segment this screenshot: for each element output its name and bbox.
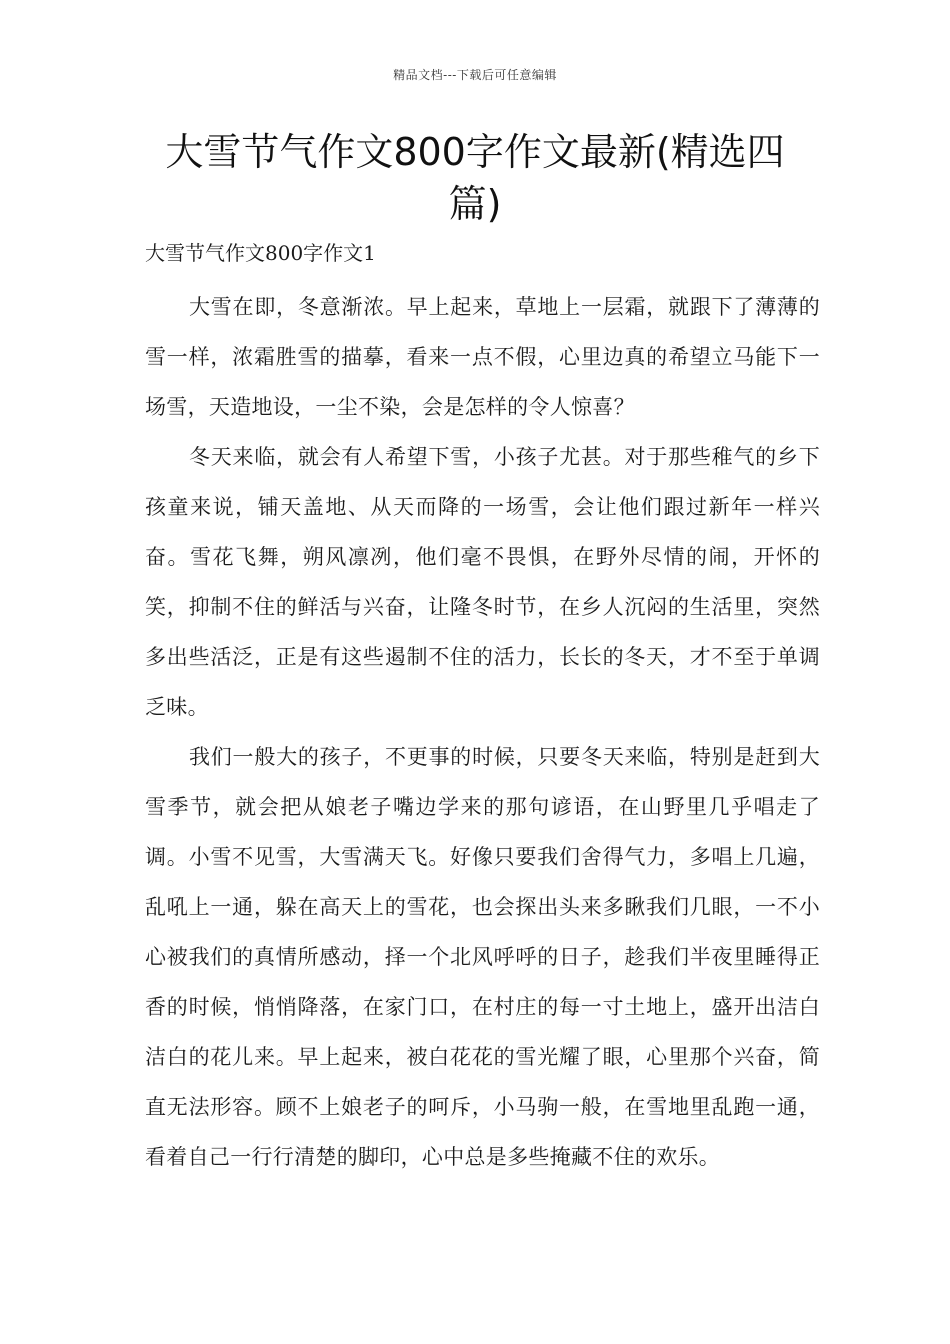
paragraph-1: 大雪在即，冬意渐浓。早上起来，草地上一层霜，就跟下了薄薄的雪一样，浓霜胜雪的描摹，看来一点不假，心里边真的希望立马能下一场雪，天造地设，一尘不染，会是怎样的令人惊喜？	[145, 295, 820, 419]
body-text	[145, 282, 820, 1182]
document-title: 大雪节气作文800字作文最新(精选四篇)	[165, 130, 785, 226]
header-note: 精品文档---下载后可任意编辑	[393, 68, 557, 82]
section-heading: 大雪节气作文800字作文1	[145, 241, 376, 265]
paragraph-2: 冬天来临，就会有人希望下雪，小孩子尤甚。对于那些稚气的乡下孩童来说，铺天盖地、从天而降的一场雪，会让他们跟过新年一样兴奋。雪花飞舞，朔风凛冽，他们毫不畏惧，在野外尽情的闹，开怀的笑，抑制不住的鲜活与兴奋，让隆冬时节，在乡人沉闷的生活里，突然多出些活泛，正是有这些遏制不住的活力，长长的冬天，才不至于单调乏味。	[145, 445, 820, 719]
paragraph-3: 我们一般大的孩子，不更事的时候，只要冬天来临，特别是赶到大雪季节，就会把从娘老子嘴边学来的那句谚语，在山野里几乎唱走了调。小雪不见雪，大雪满天飞。好像只要我们舍得气力，多唱上几遍，乱吼上一通，躲在高天上的雪花，也会探出头来多瞅我们几眼，一不小心被我们的真情所感动，择一个北风呼呼的日子，趁我们半夜里睡得正香的时候，悄悄降落，在家门口，在村庄的每一寸土地上，盛开出洁白洁白的花儿来。早上起来，被白花花的雪光耀了眼，心里那个兴奋，简直无法形容。顾不上娘老子的呵斥，小马驹一般，在雪地里乱跑一通，看着自己一行行清楚的脚印，心中总是多些掩藏不住的欢乐。	[145, 745, 820, 1169]
